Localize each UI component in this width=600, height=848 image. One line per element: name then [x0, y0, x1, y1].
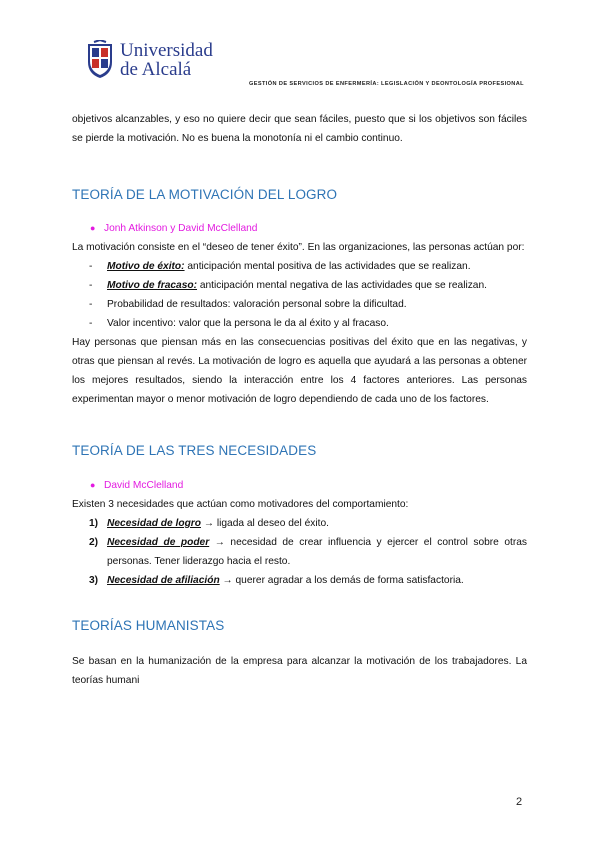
- section3-paragraph: Se basan en la humanización de la empresa para alcanzar la motivación de los trabajadores. La teorías humani: [72, 656, 527, 686]
- author-name: Jonh Atkinson y David McClelland: [104, 223, 258, 234]
- page-number: 2: [516, 796, 523, 808]
- list-item: - Motivo de éxito: anticipación mental positiva de las actividades que se realizan.: [89, 261, 471, 272]
- logo-line-alcala: de Alcalá: [120, 59, 192, 80]
- section2-lead: Existen 3 necesidades que actúan como motivadores del comportamiento:: [72, 499, 409, 510]
- list-item: - Valor incentivo: valor que la persona le da al éxito y al fracaso.: [89, 318, 389, 329]
- needs-list: [72, 514, 527, 590]
- section1-closing: Hay personas que piensan más en las consecuencias positivas del éxito que en las negativas, y otras que piensan al revés. La motivación de logro es aquella que ayudará a las personas a obtener los mejores resultados, siendo la interacción entre los 4 factores anteriores. Las personas experimentan mayor o menor motivación de logro dependiendo de cada uno de los factores.: [72, 337, 527, 405]
- page-content: [72, 110, 527, 690]
- list-item: - Probabilidad de resultados: valoración personal sobre la dificultad.: [89, 299, 407, 310]
- section1-lead: La motivación consiste en el “deseo de tener éxito”. En las organizaciones, las personas actúan por:: [72, 242, 525, 253]
- course-header: GESTIÓN DE SERVICIOS DE ENFERMERÍA: LEGISLACIÓN Y DEONTOLOGÍA PROFESIONAL: [248, 81, 524, 87]
- section-title-humanistas: TEORÍAS HUMANISTAS: [72, 618, 225, 633]
- section-title-necesidades: TEORÍA DE LAS TRES NECESIDADES: [72, 443, 317, 458]
- intro-paragraph: objetivos alcanzables, y eso no quiere decir que sean fáciles, puesto que si los objetivos son fáciles se pierde la motivación. No es buena la monotonía ni el cambio continuo.: [72, 114, 527, 144]
- author-bullet-logro: [72, 219, 527, 238]
- motive-list: [72, 257, 527, 333]
- list-item: 3) Necesidad de afiliación → querer agradar a los demás de forma satisfactoria.: [89, 575, 464, 586]
- bullet-icon: ●: [90, 223, 96, 233]
- university-crest-icon: [84, 40, 116, 80]
- list-item: 2) Necesidad de poder → necesidad de crear influencia y ejercer el control sobre otras personas. Tener liderazgo hacia el resto.: [89, 537, 528, 567]
- list-item: - Motivo de fracaso: anticipación mental negativa de las actividades que se realizan.: [89, 280, 487, 291]
- section-title-logro: TEORÍA DE LA MOTIVACIÓN DEL LOGRO: [72, 187, 338, 202]
- author-name: David McClelland: [104, 480, 184, 491]
- author-bullet-necesidades: [72, 476, 527, 495]
- university-logo: [84, 40, 213, 80]
- logo-line-university: Universidad: [120, 40, 213, 61]
- list-item: 1) Necesidad de logro → ligada al deseo del éxito.: [89, 518, 329, 529]
- bullet-icon: ●: [90, 480, 96, 490]
